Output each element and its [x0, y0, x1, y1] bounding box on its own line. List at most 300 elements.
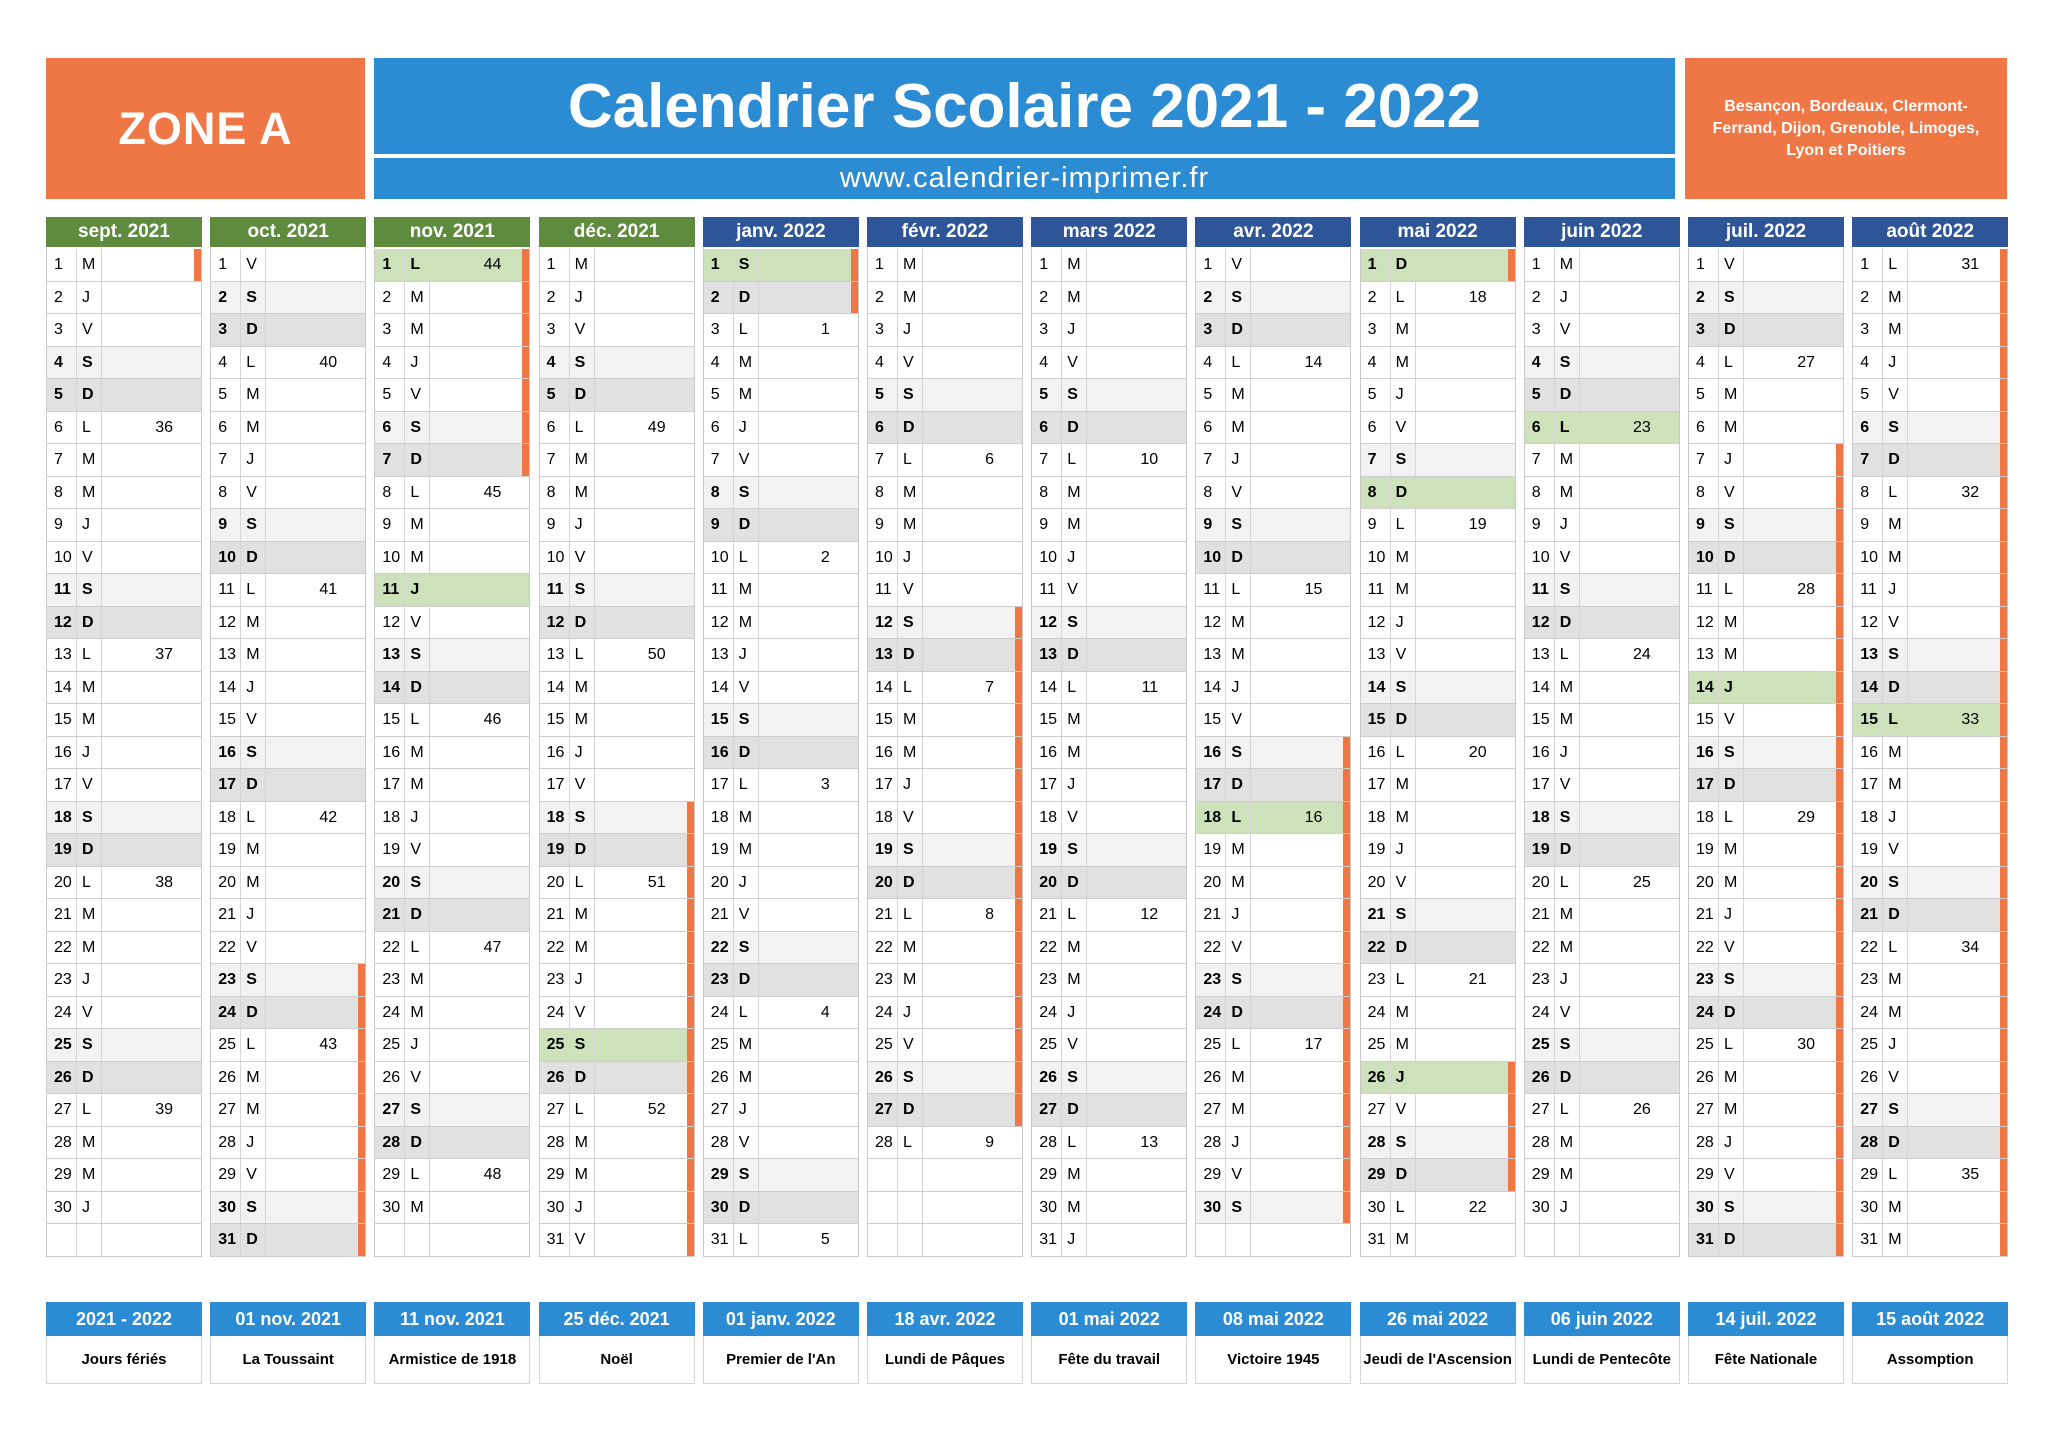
day-number: 27 — [54, 1101, 72, 1118]
month-column — [1688, 217, 1844, 1257]
weekday-letter: J — [1395, 1068, 1405, 1086]
day-number: 7 — [1039, 451, 1049, 468]
day-number: 12 — [1860, 613, 1878, 631]
day-cell — [1196, 1159, 1350, 1192]
day-cell — [1032, 1224, 1186, 1257]
day-cell — [540, 1224, 694, 1257]
week-number: 33 — [1961, 711, 1980, 728]
weekday-letter: D — [1067, 873, 1079, 891]
day-cell — [868, 769, 1022, 802]
week-number: 1 — [820, 321, 830, 338]
day-cell — [540, 899, 694, 932]
day-number: 28 — [54, 1133, 72, 1151]
weekday-letter: M — [1888, 516, 1902, 533]
day-number: 26 — [1203, 1068, 1222, 1086]
weekday-letter: S — [738, 711, 750, 728]
day-cell — [47, 412, 201, 445]
day-number: 11 — [1203, 581, 1220, 598]
day-number: 14 — [875, 678, 893, 696]
vacation-marker — [687, 1224, 694, 1256]
weekday-letter: M — [1395, 808, 1409, 826]
day-number: 11 — [1696, 581, 1713, 598]
day-number: 15 — [54, 711, 72, 728]
weekday-letter: S — [1724, 971, 1735, 988]
weekday-letter: V — [1559, 1003, 1571, 1021]
vacation-marker — [358, 964, 365, 996]
day-number: 5 — [1696, 386, 1705, 403]
day-number: 2 — [1531, 288, 1541, 306]
week-number: 50 — [647, 646, 666, 663]
holiday-name: Fête du travail — [1031, 1336, 1187, 1384]
week-number: 29 — [1797, 808, 1815, 826]
day-number: 28 — [1039, 1133, 1057, 1151]
day-cell — [540, 282, 694, 315]
day-number: 5 — [710, 386, 720, 403]
week-number: 27 — [1797, 353, 1815, 371]
day-cell — [1525, 672, 1679, 705]
vacation-marker — [1836, 509, 1843, 541]
weekday-letter: D — [1067, 646, 1079, 663]
weekday-letter: J — [574, 1198, 583, 1216]
day-number: 16 — [1860, 743, 1878, 761]
day-number: 30 — [1531, 1198, 1550, 1216]
day-cell — [540, 509, 694, 542]
weekday-letter: D — [574, 613, 587, 631]
weekday-letter: V — [82, 1003, 93, 1021]
day-cell — [1525, 1062, 1679, 1095]
day-cell — [1525, 1192, 1679, 1225]
weekday-letter: S — [1888, 1101, 1899, 1118]
day-number: 29 — [710, 1166, 729, 1183]
day-number: 26 — [1367, 1068, 1386, 1086]
day-number: 14 — [710, 678, 729, 696]
week-number: 45 — [483, 483, 502, 501]
day-cell — [1032, 802, 1186, 835]
week-number: 31 — [1961, 256, 1980, 273]
day-number: 19 — [1860, 841, 1878, 858]
day-number: 16 — [546, 743, 565, 761]
day-cell — [1032, 932, 1186, 965]
holiday-date: 15 août 2022 — [1852, 1302, 2008, 1336]
day-number: 11 — [54, 581, 71, 598]
day-number: 23 — [54, 971, 72, 988]
day-number: 10 — [1039, 548, 1057, 566]
day-number: 23 — [382, 971, 401, 988]
weekday-letter: S — [1724, 288, 1735, 306]
day-number: 24 — [1203, 1003, 1222, 1021]
weekday-letter: J — [1395, 841, 1404, 858]
day-cell — [47, 834, 201, 867]
vacation-marker — [2000, 282, 2007, 314]
day-number: 22 — [54, 938, 72, 956]
vacation-marker — [1836, 964, 1843, 996]
weekday-letter: M — [1231, 418, 1245, 436]
holiday-entry — [539, 1302, 695, 1384]
day-cell — [1853, 834, 2007, 867]
day-number: 15 — [382, 711, 401, 728]
day-cell — [1525, 997, 1679, 1030]
week-number: 35 — [1961, 1166, 1980, 1183]
weekday-letter: L — [1067, 678, 1077, 696]
day-cell — [1689, 867, 1843, 900]
zone-label: ZONE A — [46, 58, 365, 199]
vacation-marker — [1015, 1094, 1022, 1126]
day-cell — [1196, 1094, 1350, 1127]
day-number: 24 — [382, 1003, 401, 1021]
day-number: 14 — [1367, 678, 1386, 696]
weekday-letter: V — [1559, 776, 1571, 793]
vacation-marker — [1015, 964, 1022, 996]
day-cell — [1853, 1192, 2007, 1225]
day-cell — [704, 1094, 858, 1127]
day-number: 19 — [1367, 841, 1386, 858]
day-number: 3 — [875, 321, 884, 338]
weekday-letter: D — [1888, 451, 1900, 468]
day-cell — [375, 1192, 529, 1225]
day-cell — [1525, 964, 1679, 997]
day-number: 27 — [1039, 1101, 1057, 1118]
day-number: 26 — [546, 1068, 565, 1086]
week-number: 5 — [820, 1231, 830, 1248]
day-number: 1 — [54, 256, 63, 273]
day-cell — [375, 1029, 529, 1062]
day-number: 4 — [218, 353, 228, 371]
day-cell — [1361, 672, 1515, 705]
day-number: 5 — [218, 386, 228, 403]
day-number: 26 — [1531, 1068, 1550, 1086]
month-header: juin 2022 — [1524, 217, 1680, 247]
holiday-entry — [1852, 1302, 2008, 1384]
vacation-marker — [1836, 737, 1843, 769]
day-number: 16 — [54, 743, 72, 761]
day-cell — [704, 314, 858, 347]
day-cell — [1196, 1192, 1350, 1225]
weekday-letter: J — [1559, 516, 1568, 533]
day-number: 4 — [1860, 353, 1870, 371]
day-cell — [540, 1127, 694, 1160]
weekday-letter: M — [738, 386, 753, 403]
weekday-letter: L — [246, 1036, 256, 1053]
weekday-letter: D — [410, 1133, 422, 1151]
vacation-marker — [2000, 639, 2007, 671]
day-cell — [704, 672, 858, 705]
day-cell — [47, 347, 201, 380]
weekday-letter: J — [574, 971, 583, 988]
weekday-letter: M — [1067, 288, 1081, 306]
day-cell — [868, 1224, 1022, 1257]
weekday-letter: D — [1231, 548, 1243, 566]
day-cell — [1689, 1029, 1843, 1062]
weekday-letter: S — [903, 1068, 914, 1086]
day-number: 6 — [54, 418, 63, 436]
day-number: 2 — [1860, 288, 1870, 306]
day-cell — [1032, 704, 1186, 737]
day-number: 13 — [1531, 646, 1550, 663]
vacation-marker — [2000, 477, 2007, 509]
weekday-letter: S — [1395, 678, 1407, 696]
day-number: 17 — [1860, 776, 1878, 793]
day-cell — [1689, 1127, 1843, 1160]
week-number: 43 — [319, 1036, 338, 1053]
day-number: 14 — [1039, 678, 1057, 696]
day-number: 9 — [1367, 516, 1377, 533]
day-cell — [1196, 964, 1350, 997]
day-number: 5 — [546, 386, 556, 403]
weekday-letter: L — [410, 483, 420, 501]
vacation-marker — [2000, 509, 2007, 541]
vacation-marker — [2000, 769, 2007, 801]
day-cell — [211, 1062, 365, 1095]
day-cell — [1032, 834, 1186, 867]
day-number: 13 — [1696, 646, 1714, 663]
day-number: 26 — [218, 1068, 236, 1086]
day-number: 29 — [1039, 1166, 1057, 1183]
weekday-letter: L — [410, 1166, 420, 1183]
weekday-letter: S — [1724, 516, 1735, 533]
day-number: 12 — [1531, 613, 1550, 631]
weekday-letter: J — [574, 516, 583, 533]
day-number: 25 — [1039, 1036, 1057, 1053]
day-number: 13 — [382, 646, 401, 663]
weekday-letter: S — [738, 483, 750, 501]
weekday-letter: L — [1559, 873, 1569, 891]
day-cell — [1361, 899, 1515, 932]
day-number: 15 — [1039, 711, 1057, 728]
day-number: 5 — [875, 386, 884, 403]
day-cell — [540, 704, 694, 737]
day-number: 21 — [1367, 906, 1386, 923]
day-cell — [375, 1062, 529, 1095]
weekday-letter: L — [1724, 1036, 1733, 1053]
vacation-marker — [2000, 1159, 2007, 1191]
weekday-letter: M — [1231, 613, 1245, 631]
day-cell — [375, 769, 529, 802]
day-number: 29 — [1367, 1166, 1386, 1183]
day-cell — [540, 639, 694, 672]
day-cell — [1032, 379, 1186, 412]
vacation-marker — [1015, 899, 1022, 931]
weekday-letter: M — [82, 711, 96, 728]
day-cell — [1196, 282, 1350, 315]
week-number: 52 — [647, 1101, 666, 1118]
weekday-letter: M — [738, 1036, 753, 1053]
day-cell — [1853, 1094, 2007, 1127]
weekday-letter: M — [410, 321, 424, 338]
weekday-letter: L — [903, 678, 912, 696]
day-number: 29 — [54, 1166, 72, 1183]
day-cell — [1853, 672, 2007, 705]
weekday-letter: S — [903, 613, 914, 631]
weekday-letter: M — [574, 483, 588, 501]
holiday-name: Victoire 1945 — [1195, 1336, 1351, 1384]
weekday-letter: D — [1559, 1068, 1572, 1086]
weekday-letter: J — [246, 451, 255, 468]
day-number: 5 — [1367, 386, 1377, 403]
day-number: 19 — [875, 841, 893, 858]
week-number: 20 — [1468, 743, 1487, 761]
day-number: 9 — [218, 516, 228, 533]
vacation-marker — [1343, 1127, 1350, 1159]
day-cell — [704, 282, 858, 315]
day-number: 6 — [1039, 418, 1049, 436]
day-cell — [1853, 1127, 2007, 1160]
holiday-name: Assomption — [1852, 1336, 2008, 1384]
weekday-letter: S — [246, 1198, 257, 1216]
vacation-marker — [1015, 672, 1022, 704]
weekday-letter: D — [738, 288, 751, 306]
weekday-letter: V — [1724, 938, 1735, 956]
day-number: 23 — [710, 971, 729, 988]
day-number: 21 — [382, 906, 401, 923]
day-cell — [540, 964, 694, 997]
day-number: 14 — [546, 678, 565, 696]
day-cell — [540, 1062, 694, 1095]
vacation-marker — [1836, 477, 1843, 509]
day-cell — [1853, 997, 2007, 1030]
day-number: 31 — [710, 1231, 729, 1248]
site-url[interactable]: www.calendrier-imprimer.fr — [374, 158, 1675, 199]
day-number: 3 — [1531, 321, 1541, 338]
day-cell — [704, 1062, 858, 1095]
day-number: 16 — [875, 743, 893, 761]
vacation-marker — [687, 1062, 694, 1094]
weekday-letter: V — [410, 613, 422, 631]
week-number: 7 — [985, 678, 994, 696]
day-cell — [375, 542, 529, 575]
day-cell — [1196, 542, 1350, 575]
weekday-letter: S — [1559, 581, 1571, 598]
weekday-letter: M — [903, 516, 917, 533]
day-cell — [1032, 1127, 1186, 1160]
day-number: 15 — [1531, 711, 1550, 728]
day-cell — [1361, 1224, 1515, 1257]
vacation-marker — [358, 1192, 365, 1224]
day-number: 24 — [546, 1003, 565, 1021]
day-cell — [1525, 1029, 1679, 1062]
weekday-letter: V — [903, 808, 914, 826]
weekday-letter: D — [82, 386, 94, 403]
weekday-letter: S — [1067, 386, 1078, 403]
month-column — [1852, 217, 2008, 1257]
weekday-letter: S — [82, 808, 93, 826]
day-number: 29 — [1531, 1166, 1550, 1183]
weekday-letter: D — [1395, 256, 1408, 273]
day-number: 18 — [1531, 808, 1550, 826]
weekday-letter: D — [246, 1231, 258, 1248]
weekday-letter: M — [410, 288, 424, 306]
vacation-marker — [2000, 672, 2007, 704]
day-number: 5 — [1203, 386, 1213, 403]
weekday-letter: L — [1888, 1166, 1898, 1183]
weekday-letter: D — [1888, 906, 1900, 923]
vacation-marker — [2000, 704, 2007, 736]
weekday-letter: S — [82, 1036, 93, 1053]
day-cell — [47, 1029, 201, 1062]
month-column — [1031, 217, 1187, 1257]
day-cell — [1689, 314, 1843, 347]
day-cell — [540, 932, 694, 965]
weekday-letter: L — [738, 776, 748, 793]
vacation-marker — [687, 899, 694, 931]
weekday-letter: V — [1067, 353, 1078, 371]
day-number: 19 — [1203, 841, 1222, 858]
weekday-letter: L — [246, 808, 256, 826]
day-number: 12 — [1203, 613, 1222, 631]
day-number: 7 — [710, 451, 720, 468]
weekday-letter: J — [1231, 678, 1240, 696]
day-number: 3 — [1203, 321, 1213, 338]
day-number: 31 — [1367, 1231, 1386, 1248]
weekday-letter: L — [738, 1231, 748, 1248]
day-number: 19 — [218, 841, 236, 858]
day-number: 25 — [1860, 1036, 1878, 1053]
day-cell — [1689, 607, 1843, 640]
day-cell — [1196, 607, 1350, 640]
vacation-marker — [2000, 249, 2007, 281]
weekday-letter: S — [574, 808, 586, 826]
day-cell — [704, 574, 858, 607]
day-number: 20 — [1203, 873, 1222, 891]
day-cell — [1689, 1159, 1843, 1192]
weekday-letter: V — [1231, 483, 1243, 501]
holiday-name: Jeudi de l'Ascension — [1360, 1336, 1516, 1384]
weekday-letter: M — [1559, 483, 1574, 501]
weekday-letter: S — [1395, 906, 1407, 923]
day-cell — [1853, 347, 2007, 380]
day-cell — [540, 444, 694, 477]
day-cell — [1525, 932, 1679, 965]
week-number: 8 — [985, 906, 994, 923]
weekday-letter: D — [1724, 1231, 1736, 1248]
weekday-letter: J — [1888, 1036, 1897, 1053]
day-cell — [211, 509, 365, 542]
week-number: 40 — [319, 353, 338, 371]
vacation-marker — [1015, 834, 1022, 866]
vacation-marker — [1015, 802, 1022, 834]
day-cell — [704, 639, 858, 672]
day-cell — [375, 282, 529, 315]
vacation-marker — [1836, 867, 1843, 899]
weekday-letter: V — [246, 938, 257, 956]
vacation-marker — [2000, 1127, 2007, 1159]
weekday-letter: J — [82, 971, 90, 988]
day-cell — [1689, 444, 1843, 477]
weekday-letter: M — [1395, 1003, 1409, 1021]
weekday-letter: V — [1888, 613, 1899, 631]
day-cell — [47, 802, 201, 835]
vacation-marker — [687, 1192, 694, 1224]
weekday-letter: L — [903, 906, 912, 923]
weekday-letter: D — [1559, 386, 1572, 403]
month-header: févr. 2022 — [867, 217, 1023, 247]
day-cell — [704, 412, 858, 445]
weekday-letter: M — [1067, 516, 1081, 533]
day-cell — [540, 834, 694, 867]
day-cell — [1525, 282, 1679, 315]
week-number: 42 — [319, 808, 338, 826]
vacation-marker — [522, 412, 529, 444]
day-number: 12 — [875, 613, 893, 631]
weekday-letter: V — [574, 1231, 586, 1248]
day-cell — [47, 737, 201, 770]
week-number: 16 — [1304, 808, 1323, 826]
weekday-letter: D — [574, 841, 587, 858]
weekday-letter: V — [574, 321, 586, 338]
day-cell — [868, 249, 1022, 282]
day-cell — [1032, 574, 1186, 607]
holiday-date: 25 déc. 2021 — [539, 1302, 695, 1336]
day-number: 13 — [1860, 646, 1878, 663]
